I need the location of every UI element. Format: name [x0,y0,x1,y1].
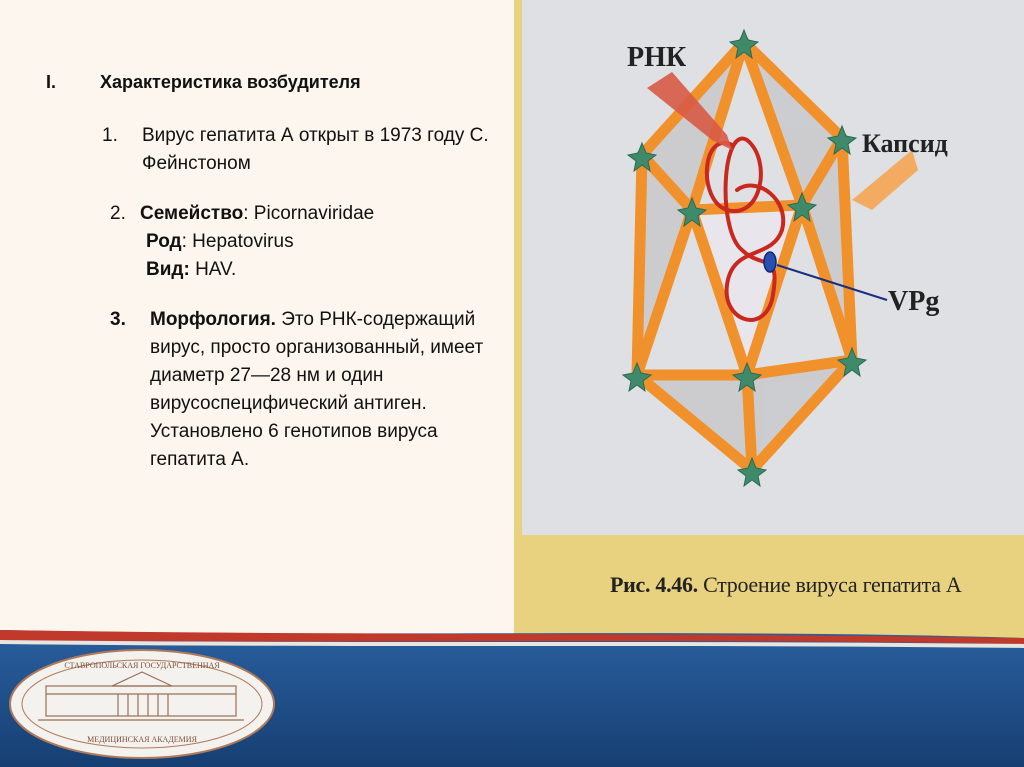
list-item-2 [110,200,516,284]
genus-label: Род [146,231,182,252]
genus-value: : Hepatovirus [181,231,294,252]
morphology-label: Морфология. [150,309,276,330]
logo-top-text: СТАВРОПОЛЬСКАЯ ГОСУДАРСТВЕННАЯ [64,661,220,670]
item-number: 1. [102,125,118,146]
morphology-text: Это РНК-содержащий вирус, просто организованный, имеет диаметр 27—28 нм и один вирусоспецифический антиген. Установлено 6 генотипов вируса гепатита А. [150,309,484,470]
caption-text: Строение вируса гепатита А [697,572,962,597]
item-text: Вирус гепатита А открыт в 1973 году С. Фейнстоном [142,125,489,174]
species-label: Вид: [146,259,190,280]
capsid-arrow [852,150,918,210]
figure-caption [610,572,961,598]
section-number: I. [46,72,57,92]
species-value: HAV. [189,259,237,280]
family-label: Семейство [140,203,244,224]
figure-canvas [522,0,1024,535]
section-title: Характеристика возбудителя [100,72,361,92]
section-heading [46,68,516,96]
family-value: : Picornaviridae [243,203,375,224]
item-number: 2. [110,203,126,224]
virus-figure [514,0,1024,640]
item-number: 3. [110,309,126,330]
academy-logo [8,648,276,760]
capsid-label: Капсид [862,129,948,158]
slide-text [46,68,516,474]
list-item-3 [110,306,516,474]
rna-label: РНК [627,42,687,73]
list-item-1 [102,122,516,178]
virus-structure-diagram [522,0,1024,535]
logo-bottom-text: МЕДИЦИНСКАЯ АКАДЕМИЯ [87,735,197,744]
vpg-label: VPg [888,286,940,317]
vpg-protein [764,252,776,272]
caption-prefix: Рис. 4.46. [610,572,698,597]
